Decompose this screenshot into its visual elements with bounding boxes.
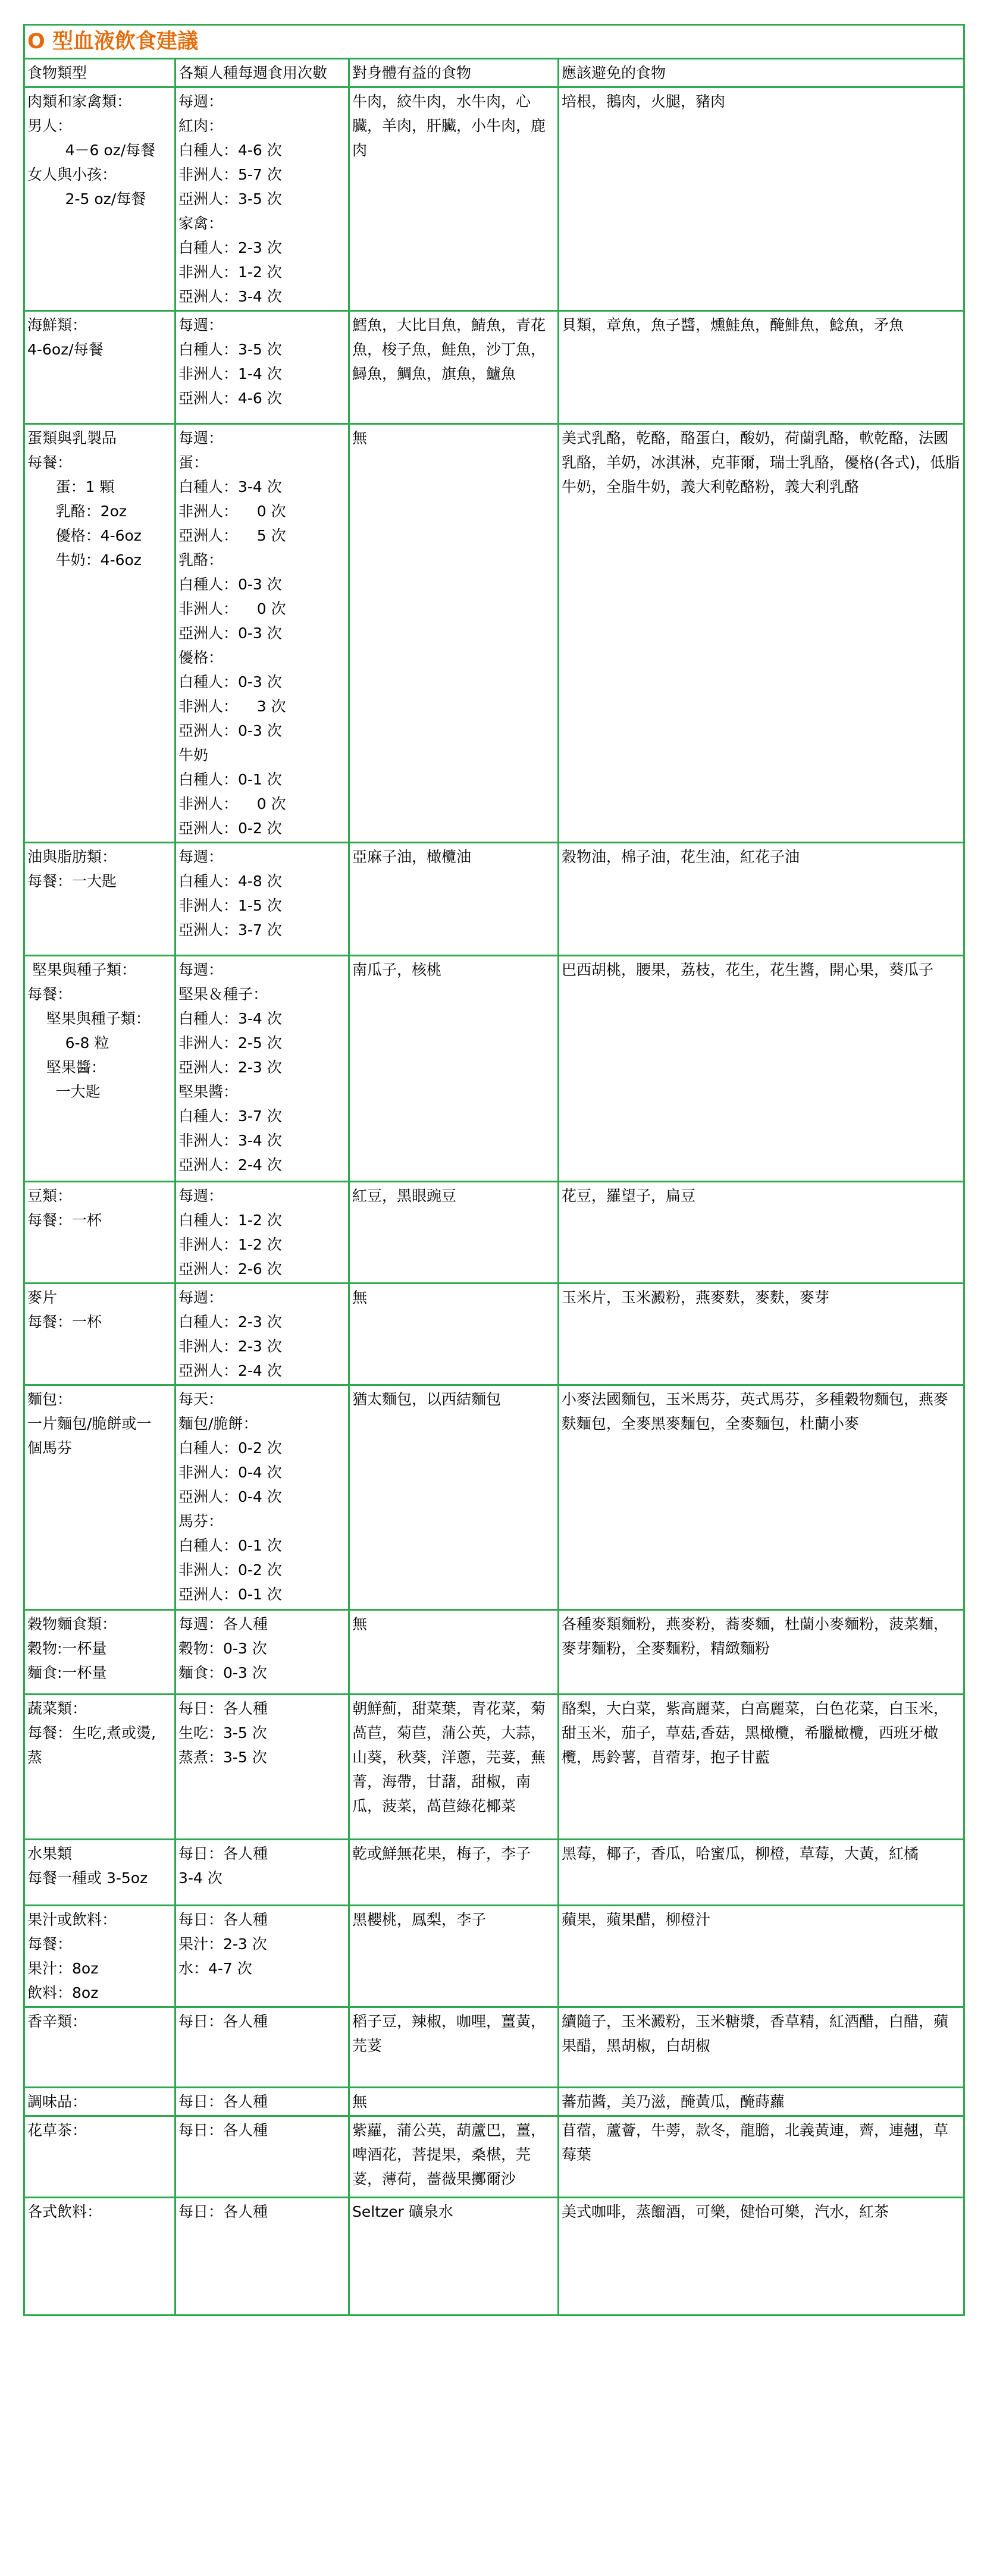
- avoid-foods-cell: 美式乳酪，乾酪，酪蛋白，酸奶，荷蘭乳酪，軟乾酪，法國乳酪，羊奶，冰淇淋，克菲爾，瑞士乳酪，優格(各式)，低脂牛奶，全脂牛奶，義大利乾酪粉，義大利乳酪: [559, 424, 964, 843]
- food-type-line: 每餐：一大匙: [27, 873, 117, 890]
- food-type-cell: [24, 1385, 176, 1610]
- frequency-line: 非洲人：1-2 次: [178, 1236, 282, 1253]
- food-type-cell: [24, 2007, 176, 2088]
- frequency-line: 白種人：1-2 次: [178, 1212, 282, 1229]
- frequency-line: 亞洲人：3-4 次: [178, 288, 282, 305]
- frequency-line: 亞洲人：2-3 次: [178, 1059, 282, 1076]
- frequency-cell: [176, 1182, 349, 1284]
- frequency-cell: [176, 424, 349, 843]
- beneficial-foods-cell: 猶太麵包，以西結麵包: [349, 1385, 559, 1610]
- frequency-line: 果汁：2-3 次: [178, 1935, 267, 1953]
- frequency-line: 非洲人： 3 次: [178, 698, 286, 715]
- food-type-line: 果汁：8oz: [27, 1960, 99, 1977]
- frequency-line: 牛奶: [178, 746, 209, 764]
- frequency-line: 每日：各人種: [178, 1845, 268, 1862]
- frequency-line: 非洲人： 0 次: [178, 600, 286, 617]
- food-type-line: 4－6 oz/每餐: [27, 142, 156, 159]
- food-type-cell: [24, 2088, 176, 2116]
- frequency-line: 麵包/脆餅：: [178, 1415, 258, 1432]
- avoid-foods-cell: 培根，鵝肉，火腿，豬肉: [559, 87, 964, 311]
- frequency-line: 非洲人：2-3 次: [178, 1338, 282, 1355]
- frequency-line: 非洲人： 0 次: [178, 503, 286, 520]
- frequency-cell: [176, 843, 349, 956]
- beneficial-foods-cell: 紫蘿，蒲公英，葫蘆巴，薑，啤酒花，菩提果，桑椹，芫荽，薄荷，薔薇果擲爾沙: [349, 2116, 559, 2198]
- frequency-line: 非洲人：1-5 次: [178, 897, 282, 914]
- table-row: [24, 1840, 964, 1906]
- frequency-line: 乳酪：: [178, 551, 224, 569]
- frequency-line: 非洲人： 0 次: [178, 795, 286, 812]
- table-row: [24, 87, 964, 311]
- frequency-cell: [176, 1906, 349, 2007]
- food-type-line: 水果類: [27, 1845, 73, 1862]
- food-type-line: 每餐：: [27, 1935, 73, 1953]
- food-type-line: 蔬菜類：: [27, 1700, 87, 1717]
- frequency-line: 生吃：3-5 次: [178, 1724, 267, 1742]
- avoid-foods-cell: 蘋果，蘋果醋，柳橙汁: [559, 1906, 964, 2007]
- frequency-line: 每天：: [178, 1391, 224, 1408]
- beneficial-foods-cell: 亞麻子油，橄欖油: [349, 843, 559, 956]
- food-type-line: 麵食:一杯量: [27, 1664, 107, 1681]
- frequency-line: 白種人：4-8 次: [178, 873, 282, 890]
- frequency-line: 白種人：0-1 次: [178, 771, 282, 788]
- food-type-line: 每餐：: [27, 454, 73, 471]
- frequency-cell: [176, 1695, 349, 1840]
- avoid-foods-cell: 各種麥類麵粉，燕麥粉，蕎麥麵，杜蘭小麥麵粉，菠菜麵，麥芽麵粉，全麥麵粉，精緻麵粉: [559, 1610, 964, 1695]
- food-type-line: 堅果與種子類：: [27, 1010, 151, 1027]
- frequency-line: 亞洲人： 5 次: [178, 527, 286, 544]
- beneficial-foods-cell: 無: [349, 424, 559, 843]
- frequency-line: 麵食：0-3 次: [178, 1664, 267, 1681]
- frequency-line: 每週：各人種: [178, 1615, 268, 1633]
- frequency-cell: [176, 2007, 349, 2088]
- column-header-avoid: 應該避免的食物: [559, 59, 964, 87]
- food-type-line: 油與脂肪類：: [27, 848, 117, 865]
- header-row: [24, 59, 964, 87]
- food-type-line: 花草茶：: [27, 2122, 87, 2139]
- frequency-line: 白種人：3-4 次: [178, 478, 282, 495]
- frequency-line: 亞洲人：3-7 次: [178, 921, 282, 939]
- food-type-line: 堅果與種子類：: [27, 961, 136, 978]
- frequency-cell: [176, 2198, 349, 2315]
- food-type-line: 蛋：1 顆: [27, 478, 115, 495]
- table-row: [24, 2116, 964, 2198]
- food-type-line: 蛋類與乳製品: [27, 429, 117, 447]
- avoid-foods-cell: 花豆，羅望子，扁豆: [559, 1182, 964, 1284]
- beneficial-foods-cell: 牛肉，絞牛肉，水牛肉，心臟，羊肉，肝臟，小牛肉，鹿肉: [349, 87, 559, 311]
- column-header-frequency: 各類人種每週食用次數: [176, 59, 349, 87]
- food-type-cell: [24, 1610, 176, 1695]
- food-type-cell: [24, 1906, 176, 2007]
- food-type-line: 2-5 oz/每餐: [27, 190, 146, 208]
- food-type-line: 女人與小孩：: [27, 166, 117, 183]
- beneficial-foods-cell: Seltzer 礦泉水: [349, 2198, 559, 2315]
- avoid-foods-cell: 苜蓿，蘆薈，牛蒡，款冬，龍膽，北義黃連，薺，連翹，草莓葉: [559, 2116, 964, 2198]
- food-type-line: 豆類：: [27, 1187, 73, 1204]
- frequency-line: 非洲人：0-2 次: [178, 1561, 282, 1579]
- frequency-line: 亞洲人：4-6 次: [178, 390, 282, 407]
- avoid-foods-cell: 小麥法國麵包，玉米馬芬，英式馬芬，多種穀物麵包，燕麥麩麵包，全麥黑麥麵包，全麥麵包，杜蘭小麥: [559, 1385, 964, 1610]
- food-type-line: 乳酪：2oz: [27, 503, 127, 520]
- frequency-line: 非洲人：5-7 次: [178, 166, 282, 183]
- table-row: [24, 424, 964, 843]
- frequency-line: 亞洲人：2-4 次: [178, 1362, 282, 1379]
- frequency-line: 非洲人：3-4 次: [178, 1132, 282, 1149]
- frequency-line: 每日：各人種: [178, 1911, 268, 1928]
- beneficial-foods-cell: 南瓜子，核桃: [349, 956, 559, 1182]
- food-type-cell: [24, 1284, 176, 1385]
- food-type-line: 4-6oz/每餐: [27, 341, 104, 358]
- frequency-line: 每週：: [178, 1187, 224, 1204]
- frequency-cell: [176, 1284, 349, 1385]
- table-row: [24, 843, 964, 956]
- frequency-line: 家禽：: [178, 215, 224, 232]
- food-type-line: 海鮮類：: [27, 316, 87, 334]
- food-type-line: 肉類和家禽類：: [27, 93, 132, 110]
- food-type-line: 每餐：: [27, 986, 73, 1003]
- frequency-cell: [176, 311, 349, 424]
- food-type-line: 一大匙: [27, 1083, 101, 1100]
- frequency-line: 白種人：0-3 次: [178, 673, 282, 691]
- food-type-cell: [24, 1182, 176, 1284]
- beneficial-foods-cell: 乾或鮮無花果，梅子，李子: [349, 1840, 559, 1906]
- frequency-line: 亞洲人：0-3 次: [178, 625, 282, 642]
- frequency-line: 非洲人：0-4 次: [178, 1464, 282, 1481]
- food-type-line: 飲料：8oz: [27, 1984, 99, 2001]
- frequency-line: 亞洲人：0-2 次: [178, 820, 282, 837]
- avoid-foods-cell: 穀物油，棉子油，花生油，紅花子油: [559, 843, 964, 956]
- table-row: [24, 2007, 964, 2088]
- frequency-line: 水：4-7 次: [178, 1960, 252, 1977]
- frequency-line: 蛋：: [178, 454, 209, 471]
- frequency-cell: [176, 87, 349, 311]
- food-type-cell: [24, 2116, 176, 2198]
- frequency-line: 白種人：3-7 次: [178, 1107, 282, 1125]
- table-row: [24, 1610, 964, 1695]
- avoid-foods-cell: 酪梨，大白菜，紫高麗菜，白高麗菜，白色花菜，白玉米，甜玉米，茄子，草菇,香菇，黑橄欖，希臘橄欖，西班牙橄欖，馬鈴薯，苜蓿芽，抱子甘藍: [559, 1695, 964, 1840]
- avoid-foods-cell: 玉米片，玉米澱粉，燕麥麩，麥麩，麥芽: [559, 1284, 964, 1385]
- food-type-cell: [24, 1695, 176, 1840]
- food-type-line: 優格：4-6oz: [27, 527, 142, 544]
- diet-document: [23, 24, 963, 2316]
- food-type-line: 每餐一種或 3-5oz: [27, 1869, 148, 1887]
- frequency-line: 亞洲人：0-1 次: [178, 1586, 282, 1603]
- food-type-line: 牛奶：4-6oz: [27, 551, 142, 569]
- frequency-line: 每週：: [178, 429, 224, 447]
- beneficial-foods-cell: 無: [349, 1610, 559, 1695]
- food-type-line: 麥片: [27, 1289, 58, 1306]
- frequency-line: 蒸煮：3-5 次: [178, 1749, 267, 1766]
- frequency-line: 每日：各人種: [178, 2122, 268, 2139]
- frequency-line: 亞洲人：0-3 次: [178, 722, 282, 739]
- frequency-line: 白種人：0-2 次: [178, 1439, 282, 1457]
- food-type-line: 每餐：生吃,煮或燙,: [27, 1724, 156, 1742]
- food-type-cell: [24, 956, 176, 1182]
- food-type-line: 麵包：: [27, 1391, 73, 1408]
- column-header-type: 食物類型: [24, 59, 176, 87]
- page-title: O 型血液飲食建議: [24, 25, 964, 59]
- frequency-line: 堅果＆種子：: [178, 986, 268, 1003]
- food-type-line: 一片麵包/脆餅或一: [27, 1415, 152, 1432]
- frequency-cell: [176, 956, 349, 1182]
- food-type-cell: [24, 87, 176, 311]
- food-type-line: 6-8 粒: [27, 1034, 109, 1052]
- frequency-line: 亞洲人：2-4 次: [178, 1156, 282, 1174]
- table-row: [24, 956, 964, 1182]
- frequency-line: 亞洲人：2-6 次: [178, 1260, 282, 1278]
- food-type-line: 調味品：: [27, 2093, 87, 2110]
- food-type-cell: [24, 424, 176, 843]
- food-type-line: 蒸: [27, 1749, 43, 1766]
- frequency-cell: [176, 2088, 349, 2116]
- food-type-line: 果汁或飲料：: [27, 1911, 117, 1928]
- frequency-line: 非洲人：1-4 次: [178, 365, 282, 382]
- frequency-line: 亞洲人：0-4 次: [178, 1488, 282, 1505]
- beneficial-foods-cell: 鱈魚，大比目魚，鯖魚，青花魚，梭子魚，鮭魚，沙丁魚，鱘魚，鯛魚，旗魚，鱸魚: [349, 311, 559, 424]
- frequency-line: 每週：: [178, 316, 224, 334]
- food-type-line: 穀物:一杯量: [27, 1640, 107, 1657]
- table-row: [24, 1385, 964, 1610]
- frequency-line: 馬芬：: [178, 1513, 224, 1530]
- beneficial-foods-cell: 無: [349, 2088, 559, 2116]
- table-row: [24, 1906, 964, 2007]
- frequency-line: 每週：: [178, 93, 224, 110]
- food-type-line: 堅果醬：: [27, 1059, 106, 1076]
- frequency-line: 穀物：0-3 次: [178, 1640, 267, 1657]
- beneficial-foods-cell: 稻子豆，辣椒，咖哩，薑黃，芫荽: [349, 2007, 559, 2088]
- food-type-line: 每餐：一杯: [27, 1212, 102, 1229]
- frequency-line: 每週：: [178, 848, 224, 865]
- frequency-line: 3-4 次: [178, 1869, 223, 1887]
- frequency-cell: [176, 1840, 349, 1906]
- beneficial-foods-cell: 紅豆，黑眼豌豆: [349, 1182, 559, 1284]
- table-row: [24, 2198, 964, 2315]
- food-type-line: 個馬芬: [27, 1439, 73, 1457]
- table-row: [24, 1284, 964, 1385]
- food-type-line: 各式飲料：: [27, 2203, 102, 2220]
- frequency-line: 每週：: [178, 961, 224, 978]
- frequency-line: 白種人：0-1 次: [178, 1537, 282, 1554]
- beneficial-foods-cell: 無: [349, 1284, 559, 1385]
- frequency-line: 每日：各人種: [178, 2203, 268, 2220]
- food-type-line: 香辛類：: [27, 2013, 87, 2030]
- frequency-line: 白種人：3-5 次: [178, 341, 282, 358]
- frequency-line: 優格：: [178, 649, 224, 666]
- frequency-line: 每週：: [178, 1289, 224, 1306]
- diet-table: [23, 24, 965, 2316]
- avoid-foods-cell: 蕃茄醬，美乃滋，醃黃瓜，醃蒔蘿: [559, 2088, 964, 2116]
- frequency-cell: [176, 1385, 349, 1610]
- avoid-foods-cell: 黑莓，椰子，香瓜，哈蜜瓜，柳橙，草莓，大黃，紅橘: [559, 1840, 964, 1906]
- frequency-line: 紅肉：: [178, 117, 224, 134]
- food-type-cell: [24, 2198, 176, 2315]
- food-type-cell: [24, 1840, 176, 1906]
- frequency-line: 每日：各人種: [178, 2013, 268, 2030]
- beneficial-foods-cell: 朝鮮薊，甜菜葉，青花菜，菊萵苣，菊苣，蒲公英，大蒜，山葵，秋葵，洋蔥，芫荽，蕪菁，海帶，甘藷，甜椒，南瓜，菠菜，萵苣綠花椰菜: [349, 1695, 559, 1840]
- avoid-foods-cell: 美式咖啡，蒸餾酒，可樂，健怡可樂，汽水，紅茶: [559, 2198, 964, 2315]
- frequency-line: 堅果醬：: [178, 1083, 239, 1100]
- frequency-line: 白種人：2-3 次: [178, 239, 282, 256]
- table-row: [24, 1182, 964, 1284]
- frequency-cell: [176, 2116, 349, 2198]
- frequency-cell: [176, 1610, 349, 1695]
- avoid-foods-cell: 貝類，章魚，魚子醬，燻鮭魚，醃鯡魚，鯰魚，矛魚: [559, 311, 964, 424]
- frequency-line: 非洲人：2-5 次: [178, 1034, 282, 1052]
- column-header-beneficial: 對身體有益的食物: [349, 59, 559, 87]
- food-type-cell: [24, 311, 176, 424]
- food-type-cell: [24, 843, 176, 956]
- frequency-line: 白種人：4-6 次: [178, 142, 282, 159]
- table-row: [24, 311, 964, 424]
- frequency-line: 每日：各人種: [178, 2093, 268, 2110]
- table-row: [24, 1695, 964, 1840]
- frequency-line: 白種人：2-3 次: [178, 1313, 282, 1331]
- food-type-line: 穀物麵食類：: [27, 1615, 117, 1633]
- frequency-line: 亞洲人：3-5 次: [178, 190, 282, 208]
- frequency-line: 白種人：3-4 次: [178, 1010, 282, 1027]
- beneficial-foods-cell: 黑櫻桃，鳳梨，李子: [349, 1906, 559, 2007]
- avoid-foods-cell: 巴西胡桃，腰果，荔枝，花生，花生醬，開心果，葵瓜子: [559, 956, 964, 1182]
- table-row: [24, 2088, 964, 2116]
- food-type-line: 男人：: [27, 117, 73, 134]
- avoid-foods-cell: 續隨子，玉米澱粉，玉米糖漿，香草精，紅酒醋，白醋，蘋果醋，黑胡椒，白胡椒: [559, 2007, 964, 2088]
- frequency-line: 白種人：0-3 次: [178, 576, 282, 593]
- frequency-line: 每日：各人種: [178, 1700, 268, 1717]
- food-type-line: 每餐：一杯: [27, 1313, 102, 1331]
- frequency-line: 非洲人：1-2 次: [178, 263, 282, 281]
